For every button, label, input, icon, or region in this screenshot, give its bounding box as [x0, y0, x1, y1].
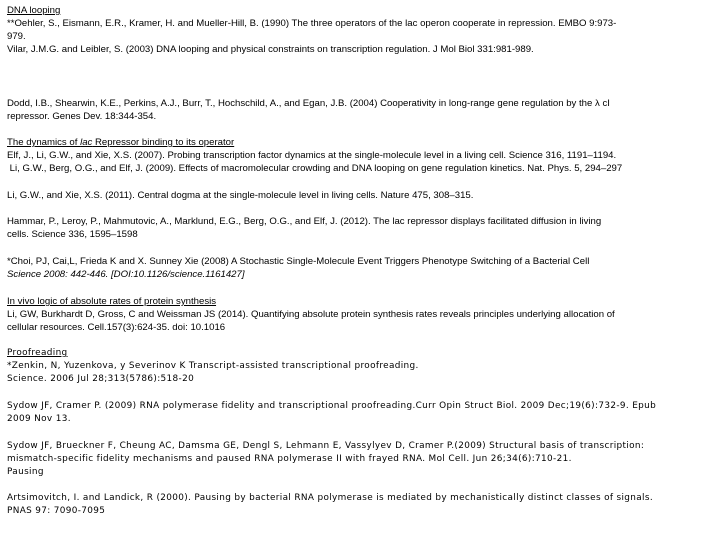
- reference-dodd-cont: repressor. Genes Dev. 18:344-354.: [7, 111, 157, 122]
- reference-elf-2007: Elf, J., Li, G.W., and Xie, X.S. (2007). Probing transcription factor dynamics at the single-molecule level in a living cell. Science 316, 1191–1194.: [7, 150, 617, 161]
- reference-sydow-cramer-cont: 2009 Nov 13.: [7, 414, 71, 424]
- section-heading-proofreading: Proofreading: [7, 348, 68, 358]
- section-heading-lac-dynamics: The dynamics of lac Repressor binding to its operator: [7, 137, 235, 148]
- pausing-label: Pausing: [7, 467, 44, 477]
- reference-li-2009: Li, G.W., Berg, O.G., and Elf, J. (2009). Effects of macromolecular crowding and DNA looping on gene regulation kinetics. Nat. Phys. 5, 294–297: [7, 163, 623, 174]
- proofreading-section: [7, 347, 713, 386]
- reference-zenkin: *Zenkin, N, Yuzenkova, y Severinov K Transcript-assisted transcriptional proofreading.: [7, 361, 419, 371]
- reference-artsimovitch-cont: PNAS 97: 7090-7095: [7, 506, 106, 516]
- reference-oehler-cont: 979.: [7, 31, 26, 42]
- reference-li-2014-cont: cellular resources. Cell.157(3):624-35. doi: 10.1016: [7, 322, 226, 333]
- reference-hammar: Hammar, P., Leroy, P., Mahmutovic, A., Marklund, E.G., Berg, O.G., and Elf, J. (2012). The lac repressor displays facilitated diffusion in living: [7, 216, 602, 227]
- reference-hammar-cont: cells. Science 336, 1595–1598: [7, 229, 138, 240]
- reference-choi-cont: Science 2008: 442-446. [DOI:10.1126/science.1161427]: [7, 269, 245, 280]
- li-xie-reference-block: [7, 189, 713, 202]
- hammar-reference-block: [7, 215, 713, 241]
- reference-dodd: Dodd, I.B., Shearwin, K.E., Perkins, A.J., Burr, T., Hochschild, A., and Egan, J.B. (2004) Cooperativity in long-range gene regulation by the λ cI: [7, 98, 610, 109]
- lac-dynamics-section: [7, 136, 713, 175]
- reference-sydow-brueckner: Sydow JF, Brueckner F, Cheung AC, Damsma GE, Dengl S, Lehmann E, Vassylyev D, Cramer P.(2009) Structural basis of transcription:: [7, 441, 645, 451]
- dodd-reference-block: [7, 97, 713, 123]
- protein-synthesis-section: [7, 295, 713, 334]
- reference-artsimovitch: Artsimovitch, I. and Landick, R (2000). Pausing by bacterial RNA polymerase is mediated by mechanistically distinct classes of signals.: [7, 493, 654, 503]
- section-heading-protein-synthesis: In vivo logic of absolute rates of protein synthesis: [7, 296, 217, 307]
- reference-li-2014: Li, GW, Burkhardt D, Gross, C and Weissman JS (2014). Quantifying absolute protein synthesis rates reveals principles underlying allocation of: [7, 309, 615, 320]
- sydow-2009a-reference-block: [7, 400, 713, 426]
- dna-looping-section: [7, 4, 713, 56]
- artsimovitch-reference-block: [7, 492, 713, 518]
- choi-reference-block: [7, 255, 713, 281]
- sydow-2009b-reference-block: [7, 440, 713, 479]
- reference-li-xie-2011: Li, G.W., and Xie, X.S. (2011). Central dogma at the single-molecule level in living cells. Nature 475, 308–315.: [7, 190, 474, 201]
- section-heading-dna-looping: DNA looping: [7, 5, 61, 16]
- reference-vilar: Vilar, J.M.G. and Leibler, S. (2003) DNA looping and physical constraints on transcription regulation. J Mol Biol 331:981-989.: [7, 44, 534, 55]
- reference-zenkin-cont: Science. 2006 Jul 28;313(5786):518-20: [7, 374, 195, 384]
- reference-choi: *Choi, PJ, Cai,L, Frieda K and X. Sunney Xie (2008) A Stochastic Single-Molecule Event Triggers Phenotype Switching of a Bacterial Cell: [7, 256, 590, 267]
- reference-oehler: **Oehler, S., Eismann, E.R., Kramer, H. and Mueller-Hill, B. (1990) The three operators of the lac operon cooperate in repression. EMBO 9:973-: [7, 18, 617, 29]
- reference-sydow-brueckner-cont: mismatch-specific fidelity mechanisms and paused RNA polymerase II with frayed RNA. Mol Cell. Jun 26;34(6):710-21.: [7, 454, 572, 464]
- reference-sydow-cramer: Sydow JF, Cramer P. (2009) RNA polymerase fidelity and transcriptional proofreading.Curr Opin Struct Biol. 2009 Dec;19(6):732-9. Epub: [7, 401, 657, 411]
